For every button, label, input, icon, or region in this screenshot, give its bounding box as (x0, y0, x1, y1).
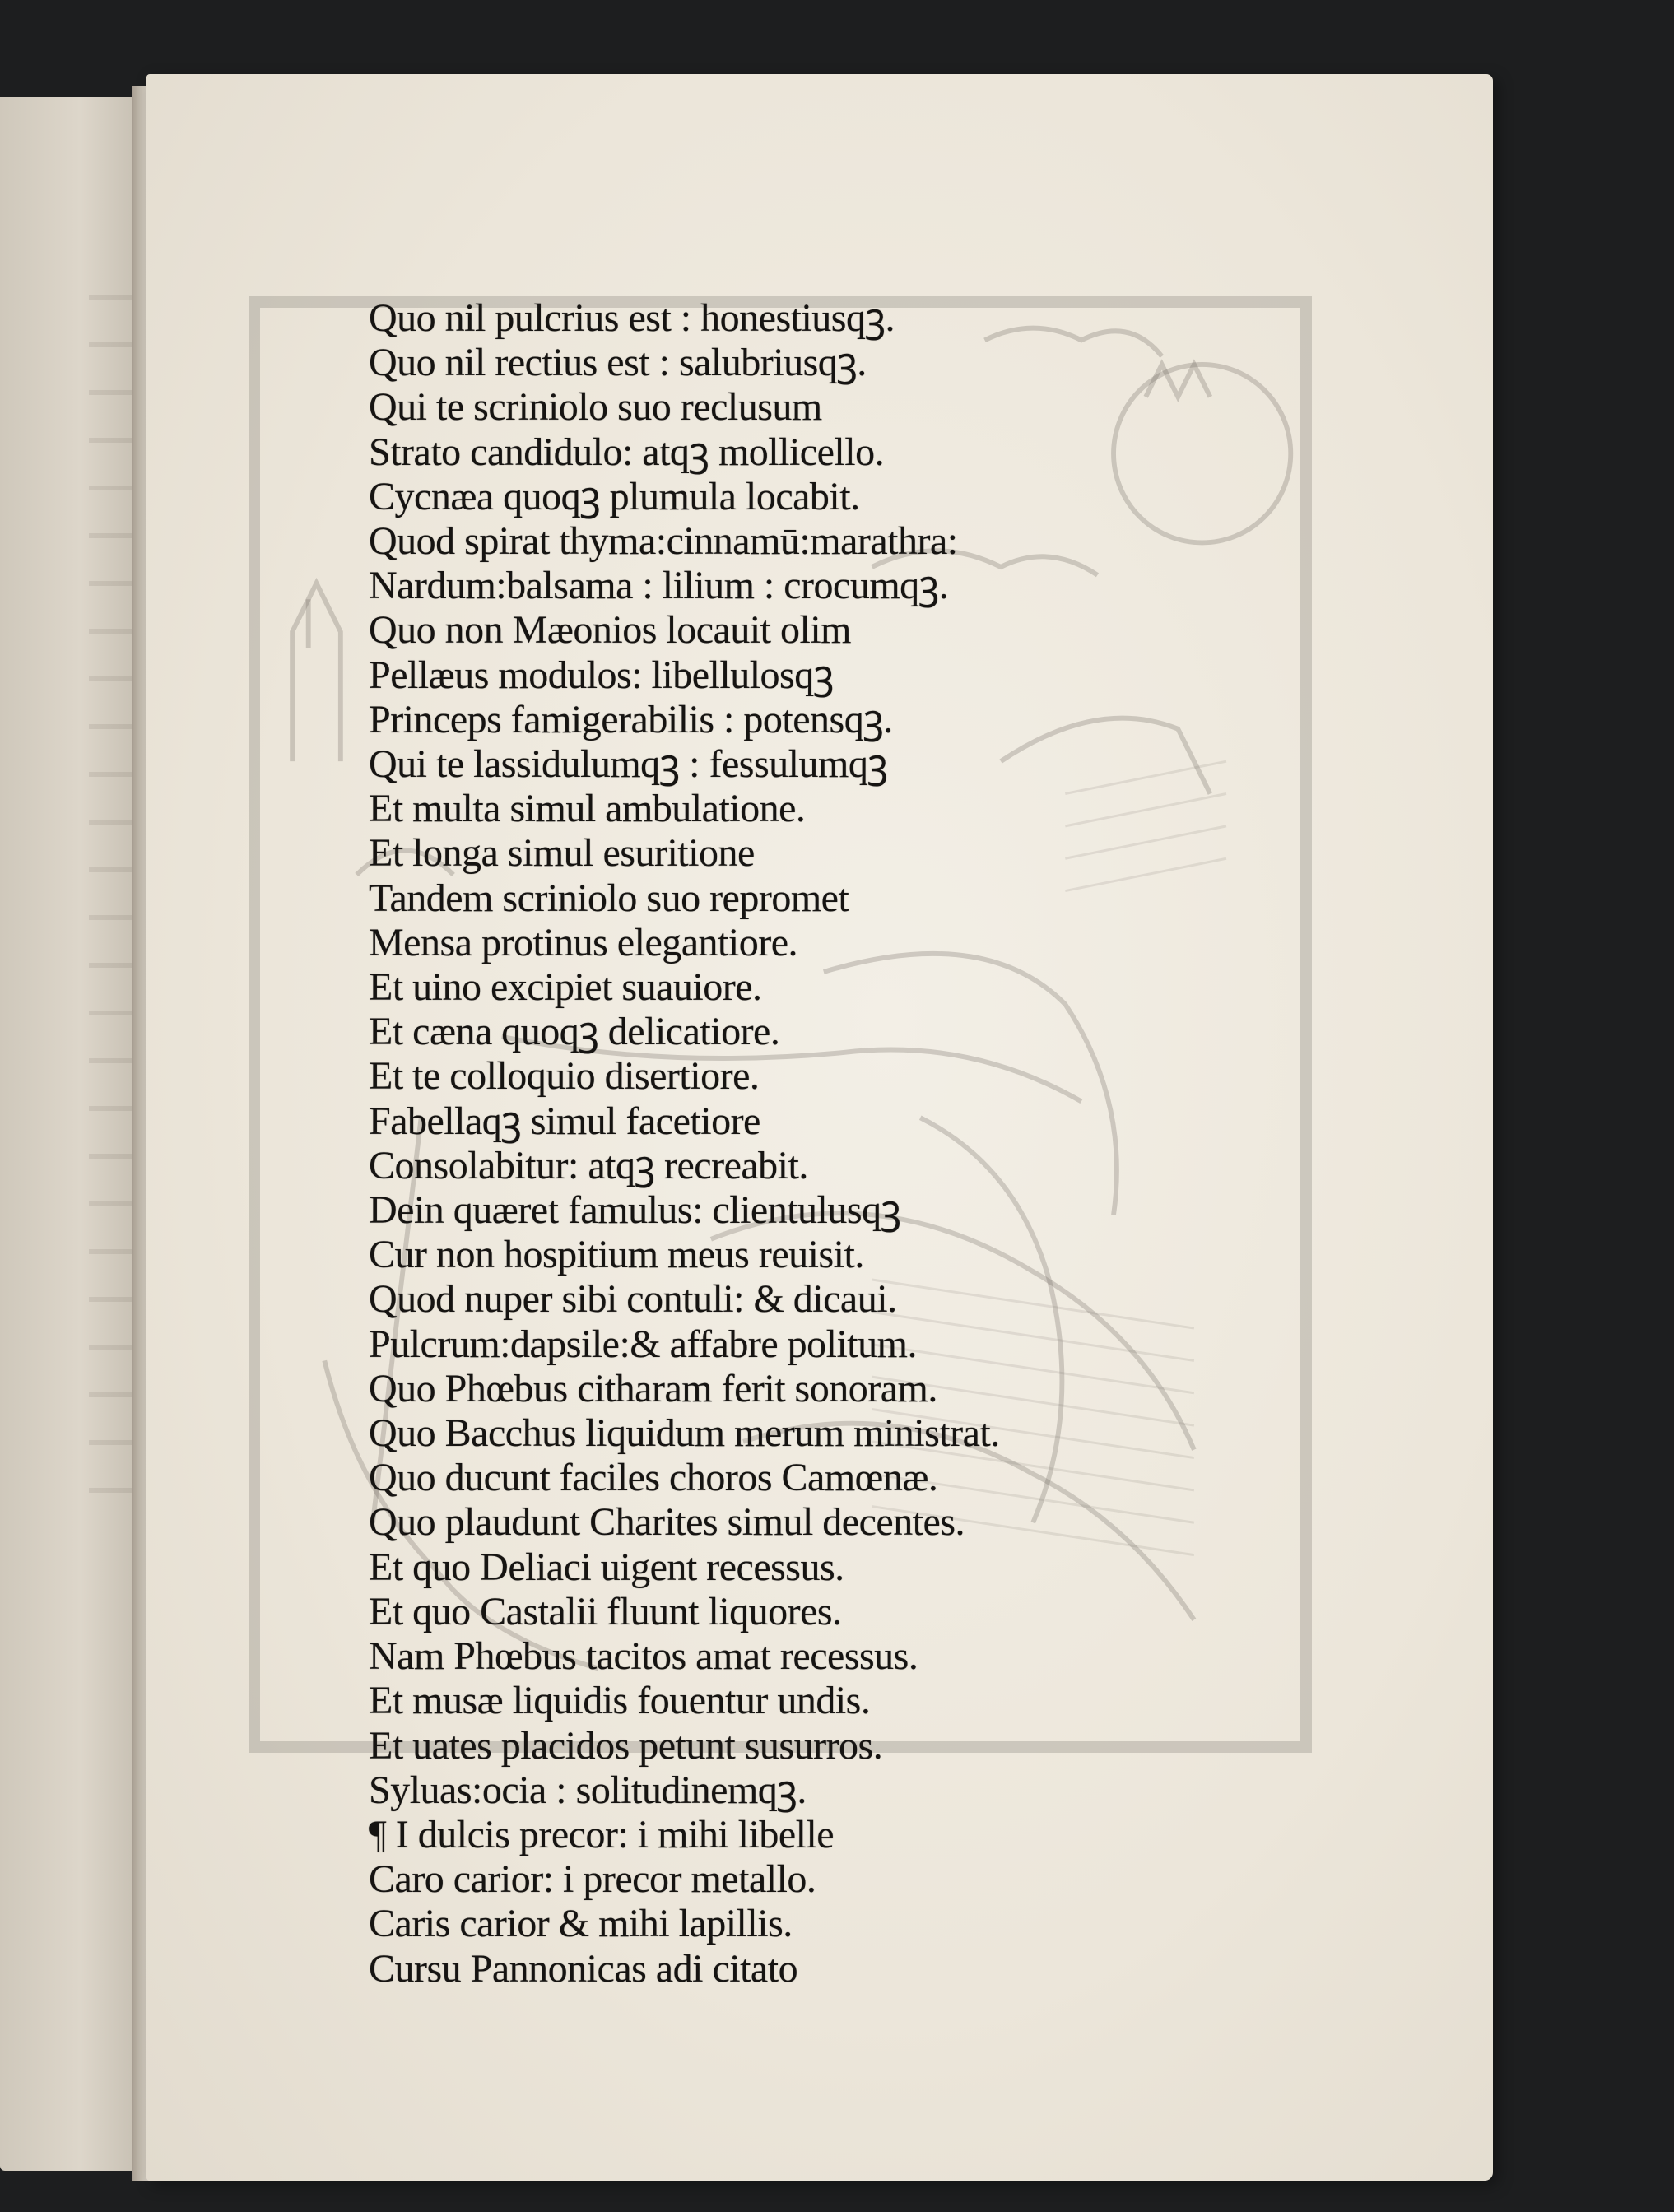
text-line: Et quo Castalii fluunt liquores. (369, 1589, 842, 1633)
text-line: Quod spirat thyma:cinnamū:marathra: (369, 519, 958, 564)
text-line: Qui te lassidulumqꝫ : fessulumqꝫ (369, 742, 888, 787)
right-page (146, 74, 1493, 2181)
text-line: Quo nil pulcrius est : honestiusqꝫ. (369, 296, 895, 340)
text-line: Quo nil rectius est : salubriusqꝫ. (369, 341, 867, 385)
text-line: Et musæ liquidis fouentur undis. (369, 1679, 871, 1723)
text-line: Quo Phœbus citharam ferit sonoram. (369, 1366, 937, 1410)
text-line: Pellæus modulos: libellulosqꝫ (369, 653, 834, 697)
text-line: Nardum:balsama : lilium : crocumqꝫ. (369, 564, 949, 608)
text-line: Consolabitur: atqꝫ recreabit. (369, 1143, 808, 1187)
text-line: Quo non Mæonios locauit olim (369, 608, 851, 653)
text-line: Et uino excipiet suauiore. (369, 965, 762, 1010)
text-line: Princeps famigerabilis : potensqꝫ. (369, 697, 893, 741)
text-line: Et uates placidos petunt susurros. (369, 1723, 883, 1768)
text-line: Caris carior & mihi lapillis. (369, 1902, 793, 1946)
text-line: ¶ I dulcis precor: i mihi libelle (369, 1812, 835, 1856)
text-line: Fabellaqꝫ simul facetiore (369, 1099, 760, 1143)
text-line: Et multa simul ambulatione. (369, 787, 806, 831)
text-line: Cycnæa quoqꝫ plumula locabit. (369, 474, 860, 518)
text-line: Quod nuper sibi contuli: & dicaui. (369, 1277, 897, 1322)
text-line: Syluas:ocia : solitudinemqꝫ. (369, 1768, 807, 1812)
left-page-text-edge (89, 295, 138, 1529)
text-line: Nam Phœbus tacitos amat recessus. (369, 1634, 918, 1679)
text-line: Dein quæret famulus: clientulusqꝫ (369, 1188, 901, 1233)
left-page (0, 97, 146, 2171)
text-line: Mensa protinus elegantiore. (369, 920, 798, 964)
text-line: Quo plaudunt Charites simul decentes. (369, 1500, 965, 1545)
text-line: Quo ducunt faciles choros Camœnæ. (369, 1456, 938, 1500)
text-line: Et te colloquio disertiore. (369, 1054, 760, 1099)
text-line: Strato candidulo: atqꝫ mollicello. (369, 430, 885, 474)
text-line: Et quo Deliaci uigent recessus. (369, 1545, 844, 1589)
text-line: Et cæna quoqꝫ delicatiore. (369, 1010, 780, 1054)
text-line: Cur non hospitium meus reuisit. (369, 1233, 864, 1277)
text-line: Et longa simul esuritione (369, 831, 755, 876)
text-line: Cursu Pannonicas adi citato (369, 1946, 798, 1991)
text-line: Tandem scriniolo suo repromet (369, 876, 849, 920)
text-line: Quo Bacchus liquidum merum ministrat. (369, 1411, 1000, 1456)
text-line: Caro carior: i precor metallo. (369, 1857, 816, 1902)
text-line: Qui te scriniolo suo reclusum (369, 385, 822, 430)
text-line: Pulcrum:dapsile:& affabre politum. (369, 1322, 917, 1366)
poem-text (369, 296, 1233, 1991)
